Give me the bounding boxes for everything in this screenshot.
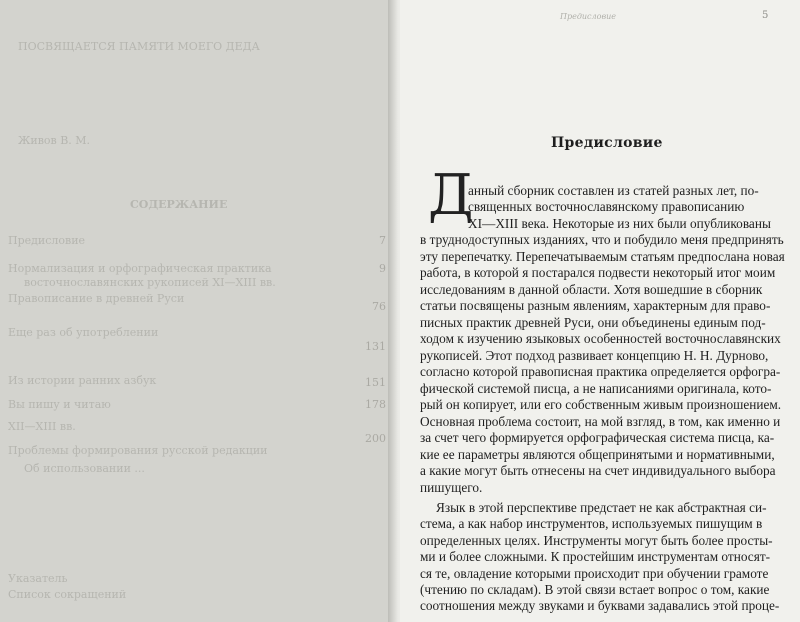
ghost-page-number: 178	[365, 398, 386, 411]
text-line: ся те, овладение которыми происходит при обучении грамоте	[420, 566, 769, 581]
text-line: стема, а как набор инструментов, используемых пишущим в	[420, 516, 763, 531]
text-line: священных восточнославянскому правописанию	[468, 199, 745, 214]
ghost-line: Нормализация и орфографическая практика	[8, 262, 272, 275]
page-title: Предисловие	[551, 135, 663, 151]
text-line: определенных целях. Инструменты могут быть более просты-	[420, 533, 773, 548]
ghost-page-number: 7	[379, 234, 386, 247]
text-line: рукописей. Этот подход развивает концепцию Н. Н. Дурново,	[420, 348, 769, 363]
text-line: согласно которой правописная практика определяется орфогра-	[420, 364, 781, 379]
text-line: эту перепечатку. Перепечатываемым статьям предпослана новая	[420, 249, 785, 264]
text-line: пишущего.	[420, 480, 483, 495]
ghost-line: Предисловие	[8, 234, 86, 247]
ghost-line: восточнославянских рукописей XI—XIII вв.	[24, 276, 276, 289]
text-line: исследованиям в данной области. Хотя вошедшие в сборник	[420, 282, 763, 297]
text-line: рый он копирует, или его собственным живым произношением.	[420, 397, 782, 412]
ghost-line: ПОСВЯЩАЕТСЯ ПАМЯТИ МОЕГО ДЕДА	[18, 40, 260, 53]
ghost-page-number: 200	[365, 432, 386, 445]
text-line: в труднодоступных изданиях, что и побудило меня предпринять	[420, 232, 784, 247]
ghost-line: Об использовании ...	[24, 462, 145, 475]
text-line: писных практик древней Руси, они объединены единым под-	[420, 315, 766, 330]
ghost-line: СОДЕРЖАНИЕ	[130, 198, 228, 211]
text-line: XI—XIII века. Некоторые из них были опубликованы	[468, 216, 771, 231]
ghost-line: Еще раз об употреблении	[8, 326, 159, 339]
text-line: Основная проблема состоит, на мой взгляд, в том, как именно и	[420, 414, 781, 429]
text-line: статьи посвящены разным явлениям, характерным для право-	[420, 298, 771, 313]
ghost-page-number: 76	[372, 300, 386, 313]
ghost-page-number: 9	[379, 262, 386, 275]
text-line: фической системой писца, а не написаниями оригинала, кото-	[420, 381, 772, 396]
text-line: а какие могут быть отнесены на счет индивидуального выбора	[420, 463, 776, 478]
text-line: за счет чего формируется орфографическая система писца, ка-	[420, 430, 775, 445]
ghost-page-number: 151	[365, 376, 386, 389]
ghost-line: Вы пишу и читаю	[8, 398, 111, 411]
ghost-line: Проблемы формирования русской редакции	[8, 444, 268, 457]
left-page	[0, 0, 392, 622]
ghost-line: Из истории ранних азбук	[8, 374, 157, 387]
text-line: работа, в которой я постарался подвести некоторый итог моим	[420, 265, 776, 280]
text-line: анный сборник составлен из статей разных лет, по-	[468, 183, 759, 198]
text-line: соотношения между звуками и буквами задавались этой проце-	[420, 598, 780, 613]
running-head: Предисловие	[560, 12, 616, 21]
text-line: Язык в этой перспективе предстает не как абстрактная си-	[436, 500, 767, 515]
page-number: 5	[762, 10, 769, 21]
text-line: (чтению по складам). В этой связи встает вопрос о том, какие	[420, 582, 770, 597]
ghost-line: Указатель	[8, 572, 68, 585]
text-line: ходом к изучению языковых особенностей восточнославянских	[420, 331, 781, 346]
text-line: ми и более сложными. К простейшим инструментам относят-	[420, 549, 771, 564]
ghost-line: Правописание в древней Руси	[8, 292, 185, 305]
drop-cap: Д	[428, 163, 474, 228]
ghost-line: Список сокращений	[8, 588, 127, 601]
ghost-line: XII—XIII вв.	[8, 420, 76, 433]
text-line: кие ее параметры являются общепринятыми и нормативными,	[420, 447, 775, 462]
ghost-page-number: 131	[365, 340, 386, 353]
ghost-line: Живов В. М.	[18, 134, 91, 147]
